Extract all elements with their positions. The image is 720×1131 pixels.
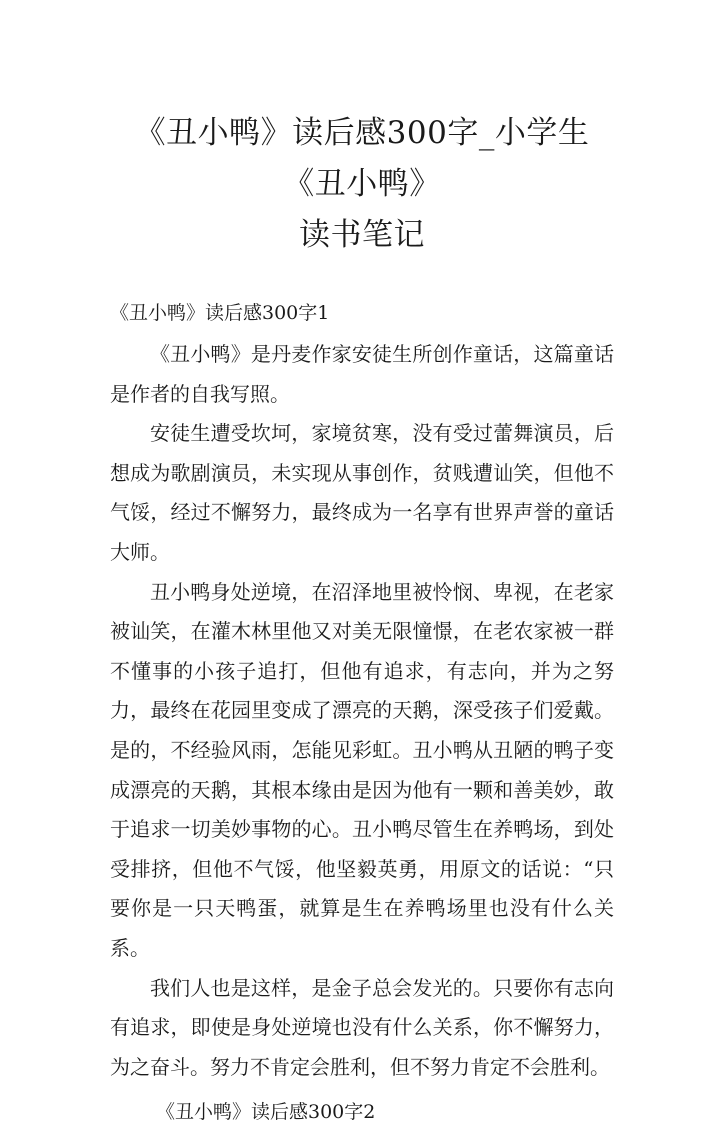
section-heading-2: 《丑小鸭》读后感300字2: [156, 1101, 376, 1124]
title-line-1: 《丑小鸭》读后感300字_小学生《丑小鸭》: [134, 115, 590, 202]
paragraph-2: 安徒生遭受坎坷，家境贫寒，没有受过蕾舞演员，后想成为歌剧演员，未实现从事创作，贫贱遭讪笑，但他不气馁，经过不懈努力，最终成为一名享有世界声誉的童话大师。: [110, 421, 614, 564]
paragraph-4: 我们人也是这样，是金子总会发光的。只要你有志向有追求，即使是身处逆境也没有什么关系，你不懈努力，为之奋斗。努力不肯定会胜利，但不努力肯定不会胜利。: [110, 975, 614, 1079]
document-title: [110, 0, 614, 261]
paragraph-3: 丑小鸭身处逆境，在沼泽地里被怜悯、卑视，在老家被讪笑，在灌木林里他又对美无限憧憬，在老农家被一群不懂事的小孩子追打，但他有追求，有志向，并为之努力，最终在花园里变成了漂亮的天鹅，深受孩子们爱戴。是的，不经验风雨，怎能见彩虹。丑小鸭从丑陋的鸭子变成漂亮的天鹅，其根本缘由是因为他有一颗和善美妙，敢于追求一切美妙事物的心。丑小鸭尽管生在养鸭场，到处受排挤，但他不气馁，他坚毅英勇，用原文的话说：“只要你是一只天鸭蛋，就算是生在养鸭场里也没有什么关系。: [110, 579, 614, 960]
title-line-2: 读书笔记: [299, 217, 425, 253]
paragraph-1: 《丑小鸭》是丹麦作家安徒生所创作童话，这篇童话是作者的自我写照。: [110, 342, 614, 406]
section-heading-1: 《丑小鸭》读后感300字1: [110, 302, 330, 324]
